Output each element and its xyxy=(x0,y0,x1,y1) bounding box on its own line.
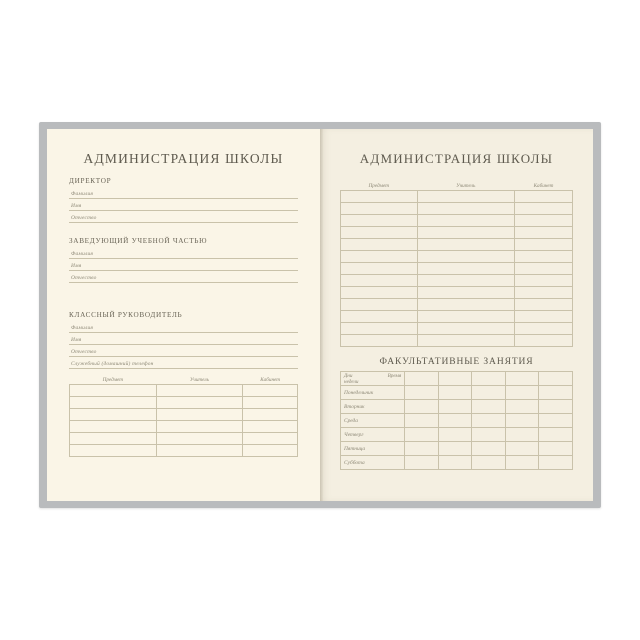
table-row[interactable] xyxy=(341,263,573,275)
cell-room[interactable] xyxy=(514,299,572,311)
right-page xyxy=(320,129,593,501)
cell-subject[interactable] xyxy=(70,445,157,457)
section-heading-class-teacher: КЛАССНЫЙ РУКОВОДИТЕЛЬ xyxy=(69,311,183,319)
cell-room[interactable] xyxy=(514,203,572,215)
elective-cell[interactable] xyxy=(505,400,539,414)
elective-cell[interactable] xyxy=(505,428,539,442)
column-header-subject: Предмет xyxy=(70,373,157,385)
field-row[interactable] xyxy=(69,259,298,271)
elective-cell[interactable] xyxy=(405,442,439,456)
cell-teacher[interactable] xyxy=(417,215,514,227)
right-page-title: АДМИНИСТРАЦИЯ ШКОЛЫ xyxy=(359,151,554,166)
table-row[interactable] xyxy=(341,203,573,215)
section-heading-director: ДИРЕКТОР xyxy=(69,177,112,185)
cell-subject[interactable] xyxy=(341,287,418,299)
cell-teacher[interactable] xyxy=(417,275,514,287)
elective-cell[interactable] xyxy=(405,428,439,442)
cell-room[interactable] xyxy=(243,385,298,397)
table-row[interactable] xyxy=(70,445,298,457)
cell-room[interactable] xyxy=(514,251,572,263)
table-row[interactable] xyxy=(341,191,573,203)
cell-subject[interactable] xyxy=(341,227,418,239)
cell-room[interactable] xyxy=(514,311,572,323)
left-page xyxy=(47,129,320,501)
table-row[interactable] xyxy=(341,299,573,311)
cell-teacher[interactable] xyxy=(417,299,514,311)
cell-subject[interactable] xyxy=(70,433,157,445)
cell-teacher[interactable] xyxy=(417,335,514,347)
table-row[interactable] xyxy=(341,335,573,347)
table-row[interactable] xyxy=(341,275,573,287)
table-row[interactable] xyxy=(70,385,298,397)
field-row[interactable] xyxy=(69,345,298,357)
elective-cell[interactable] xyxy=(472,442,506,456)
cell-room[interactable] xyxy=(514,287,572,299)
field-label: Фамилия xyxy=(71,325,94,331)
cell-room[interactable] xyxy=(243,409,298,421)
cell-teacher[interactable] xyxy=(417,251,514,263)
elective-cell[interactable] xyxy=(539,456,573,470)
cell-subject[interactable] xyxy=(341,335,418,347)
cell-teacher[interactable] xyxy=(156,421,243,433)
cell-subject[interactable] xyxy=(341,215,418,227)
field-label: Фамилия xyxy=(71,251,94,257)
table-row[interactable] xyxy=(341,287,573,299)
elective-time-header[interactable] xyxy=(505,372,539,386)
column-header-subject: Предмет xyxy=(341,179,418,191)
table-row[interactable] xyxy=(70,397,298,409)
elective-cell[interactable] xyxy=(539,400,573,414)
field-label: Отчество xyxy=(71,275,97,281)
elective-cell[interactable] xyxy=(505,442,539,456)
cell-room[interactable] xyxy=(243,421,298,433)
table-row[interactable] xyxy=(341,227,573,239)
table-header-row xyxy=(341,179,573,191)
elective-row[interactable] xyxy=(341,442,573,456)
field-label: Отчество xyxy=(71,349,97,355)
elective-cell[interactable] xyxy=(539,428,573,442)
elective-cell[interactable] xyxy=(472,400,506,414)
elective-cell[interactable] xyxy=(505,386,539,400)
elective-row[interactable] xyxy=(341,428,573,442)
elective-title: ФАКУЛЬТАТИВНЫЕ ЗАНЯТИЯ xyxy=(379,357,534,367)
cell-subject[interactable] xyxy=(341,323,418,335)
elective-row[interactable] xyxy=(341,400,573,414)
cell-room[interactable] xyxy=(514,263,572,275)
elective-column-label: Время xyxy=(387,373,402,379)
elective-cell[interactable] xyxy=(539,442,573,456)
column-header-room: Кабинет xyxy=(514,179,572,191)
cell-subject[interactable] xyxy=(341,191,418,203)
elective-time-header[interactable] xyxy=(438,372,472,386)
field-label: Фамилия xyxy=(71,191,94,197)
left-page-title: АДМИНИСТРАЦИЯ ШКОЛЫ xyxy=(83,151,284,166)
left-subject-table[interactable] xyxy=(69,373,298,457)
cell-room[interactable] xyxy=(514,323,572,335)
cell-subject[interactable] xyxy=(70,385,157,397)
cell-teacher[interactable] xyxy=(417,323,514,335)
elective-day-label: Пятница xyxy=(341,442,405,456)
elective-cell[interactable] xyxy=(539,414,573,428)
elective-cell[interactable] xyxy=(405,400,439,414)
field-row[interactable] xyxy=(69,321,298,333)
elective-cell[interactable] xyxy=(438,442,472,456)
cell-teacher[interactable] xyxy=(156,397,243,409)
elective-cell[interactable] xyxy=(472,428,506,442)
elective-day-label: Среда xyxy=(341,414,405,428)
elective-cell[interactable] xyxy=(405,386,439,400)
cell-teacher[interactable] xyxy=(156,409,243,421)
cell-teacher[interactable] xyxy=(417,203,514,215)
field-label: Имя xyxy=(71,203,82,209)
field-label: Отчество xyxy=(71,215,97,221)
elective-day-label: Четверг xyxy=(341,428,405,442)
table-row[interactable] xyxy=(341,311,573,323)
elective-cell[interactable] xyxy=(472,386,506,400)
cell-room[interactable] xyxy=(243,445,298,457)
elective-day-label: Суббота xyxy=(341,456,405,470)
elective-time-header[interactable] xyxy=(472,372,506,386)
elective-header-row xyxy=(341,372,573,386)
column-header-teacher: Учитель xyxy=(156,373,243,385)
table-row[interactable] xyxy=(341,323,573,335)
elective-cell[interactable] xyxy=(472,414,506,428)
cell-teacher[interactable] xyxy=(417,239,514,251)
elective-cell[interactable] xyxy=(438,414,472,428)
table-row[interactable] xyxy=(341,215,573,227)
table-row[interactable] xyxy=(70,421,298,433)
field-label: Имя xyxy=(71,263,82,269)
table-header-row xyxy=(70,373,298,385)
field-row[interactable] xyxy=(69,333,298,345)
table-row[interactable] xyxy=(70,433,298,445)
elective-corner-cell xyxy=(341,372,405,386)
cell-room[interactable] xyxy=(243,433,298,445)
cell-room[interactable] xyxy=(514,275,572,287)
field-row[interactable] xyxy=(69,211,298,223)
field-row[interactable] xyxy=(69,199,298,211)
elective-cell[interactable] xyxy=(472,456,506,470)
cell-subject[interactable] xyxy=(341,203,418,215)
elective-cell[interactable] xyxy=(405,456,439,470)
elective-row[interactable] xyxy=(341,386,573,400)
cell-room[interactable] xyxy=(514,215,572,227)
elective-cell[interactable] xyxy=(438,400,472,414)
cell-subject[interactable] xyxy=(70,409,157,421)
cell-room[interactable] xyxy=(514,335,572,347)
field-row[interactable] xyxy=(69,247,298,259)
elective-time-header[interactable] xyxy=(405,372,439,386)
field-label: Служебный (домашний) телефон xyxy=(71,361,154,367)
cell-room[interactable] xyxy=(514,191,572,203)
cell-subject[interactable] xyxy=(341,275,418,287)
elective-table[interactable] xyxy=(340,371,573,470)
cell-teacher[interactable] xyxy=(417,311,514,323)
field-row[interactable] xyxy=(69,271,298,283)
cell-subject[interactable] xyxy=(341,311,418,323)
cell-teacher[interactable] xyxy=(417,263,514,275)
cell-subject[interactable] xyxy=(341,251,418,263)
elective-cell[interactable] xyxy=(405,414,439,428)
field-row[interactable] xyxy=(69,187,298,199)
elective-day-label: Вторник xyxy=(341,400,405,414)
elective-time-header[interactable] xyxy=(539,372,573,386)
cell-room[interactable] xyxy=(243,397,298,409)
field-label: Имя xyxy=(71,337,82,343)
table-row[interactable] xyxy=(70,409,298,421)
cell-subject[interactable] xyxy=(341,299,418,311)
elective-day-label: Понедельник xyxy=(341,386,405,400)
column-header-teacher: Учитель xyxy=(417,179,514,191)
elective-row[interactable] xyxy=(341,456,573,470)
right-subject-table[interactable] xyxy=(340,179,573,347)
cell-teacher[interactable] xyxy=(156,385,243,397)
cell-teacher[interactable] xyxy=(417,227,514,239)
cell-teacher[interactable] xyxy=(156,433,243,445)
elective-cell[interactable] xyxy=(438,428,472,442)
elective-cell[interactable] xyxy=(438,456,472,470)
field-row[interactable] xyxy=(69,357,298,369)
cell-subject[interactable] xyxy=(341,263,418,275)
elective-row[interactable] xyxy=(341,414,573,428)
notebook-spread xyxy=(47,129,593,501)
elective-cell[interactable] xyxy=(438,386,472,400)
table-row[interactable] xyxy=(341,251,573,263)
table-row[interactable] xyxy=(341,239,573,251)
column-header-room: Кабинет xyxy=(243,373,298,385)
cell-room[interactable] xyxy=(514,239,572,251)
cell-room[interactable] xyxy=(514,227,572,239)
elective-cell[interactable] xyxy=(505,414,539,428)
cell-subject[interactable] xyxy=(70,397,157,409)
cell-teacher[interactable] xyxy=(417,287,514,299)
elective-row-label: Дни недели xyxy=(344,373,359,385)
cell-subject[interactable] xyxy=(341,239,418,251)
elective-cell[interactable] xyxy=(505,456,539,470)
cell-teacher[interactable] xyxy=(417,191,514,203)
section-heading-head-of-studies: ЗАВЕДУЮЩИЙ УЧЕБНОЙ ЧАСТЬЮ xyxy=(69,237,208,245)
elective-cell[interactable] xyxy=(539,386,573,400)
cell-subject[interactable] xyxy=(70,421,157,433)
cell-teacher[interactable] xyxy=(156,445,243,457)
